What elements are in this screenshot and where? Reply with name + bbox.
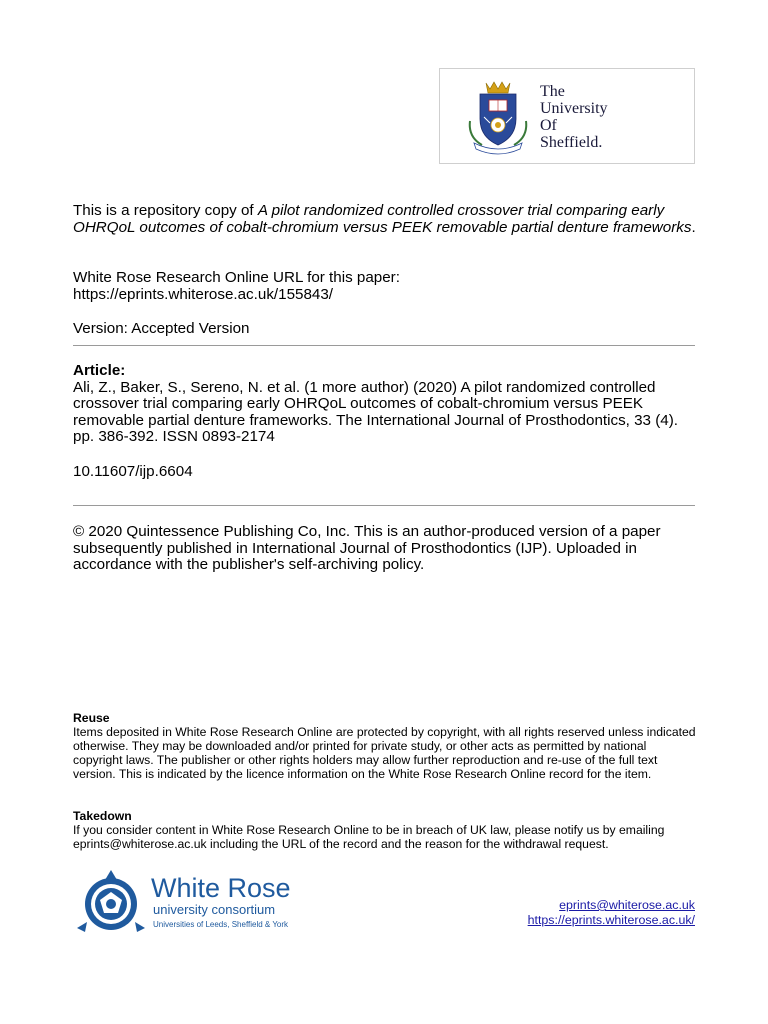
url-label: White Rose Research Online URL for this paper: [73,269,400,286]
reuse-text: Items deposited in White Rose Research Online are protected by copyright, with all rights reserved unless indicated otherwise. They may be downloaded and/or printed for private study, or other acts as permitted by national copyright laws. The publisher or other rights holders may allow further reproduction and re-use of the full text version. This is indicated by the licence information on the White Rose Research Online record for the item. [73,725,696,781]
reuse-heading: Reuse [73,711,110,725]
url-block [73,270,698,303]
takedown-heading: Takedown [73,809,132,823]
article-block [73,363,698,446]
copyright-notice: © 2020 Quintessence Publishing Co, Inc. This is an author-produced version of a paper subsequently published in International Journal of Prosthodontics (IJP). Uploaded in accordance with the publisher's self-archiving policy. [73,523,661,573]
takedown-section [73,809,698,851]
paper-url[interactable]: https://eprints.whiterose.ac.uk/155843/ [73,285,334,303]
repository-intro: This is a repository copy of [73,202,258,219]
repository-period: . [691,218,696,236]
logo-line: Of [540,117,557,134]
footer-links [528,898,695,927]
email-link[interactable]: eprints@whiterose.ac.uk [559,898,695,912]
paper-title: A pilot randomized controlled crossover trial comparing early OHRQoL outcomes of cobalt-chromium versus PEEK removable partial denture frameworks [73,202,692,236]
university-logo [439,68,695,164]
divider [73,505,695,506]
logo-line: Sheffield. [540,134,603,151]
divider [73,345,695,346]
logo-line: University [540,100,608,117]
reuse-section [73,711,698,781]
takedown-text: If you consider content in White Rose Research Online to be in breach of UK law, please notify us by emailing eprints@whiterose.ac.uk including the URL of the record and the reason for the withdrawal request. [73,823,665,851]
site-link[interactable]: https://eprints.whiterose.ac.uk/ [527,912,695,927]
logo-line: The [540,83,565,100]
doi: 10.11607/ijp.6604 [73,463,193,480]
white-rose-tagline: Universities of Leeds, Sheffield & York [153,920,289,929]
white-rose-sub: university consortium [153,902,276,917]
article-citation: Ali, Z., Baker, S., Sereno, N. et al. (1 more author) (2020) A pilot randomized controlled crossover trial comparing early OHRQoL outcomes of cobalt-chromium versus PEEK removable partial denture frameworks. The International Journal of Prosthodontics, 33 (4). pp. 386-392. ISSN 0893-2174 [73,378,679,445]
university-name [540,83,608,151]
white-rose-name: White Rose [151,873,291,903]
version-line: Version: Accepted Version [73,320,250,337]
university-crest-icon [456,79,536,155]
repository-statement [73,203,698,236]
article-heading: Article: [73,362,126,379]
white-rose-logo [73,868,295,934]
white-rose-emblem-icon [73,868,149,934]
